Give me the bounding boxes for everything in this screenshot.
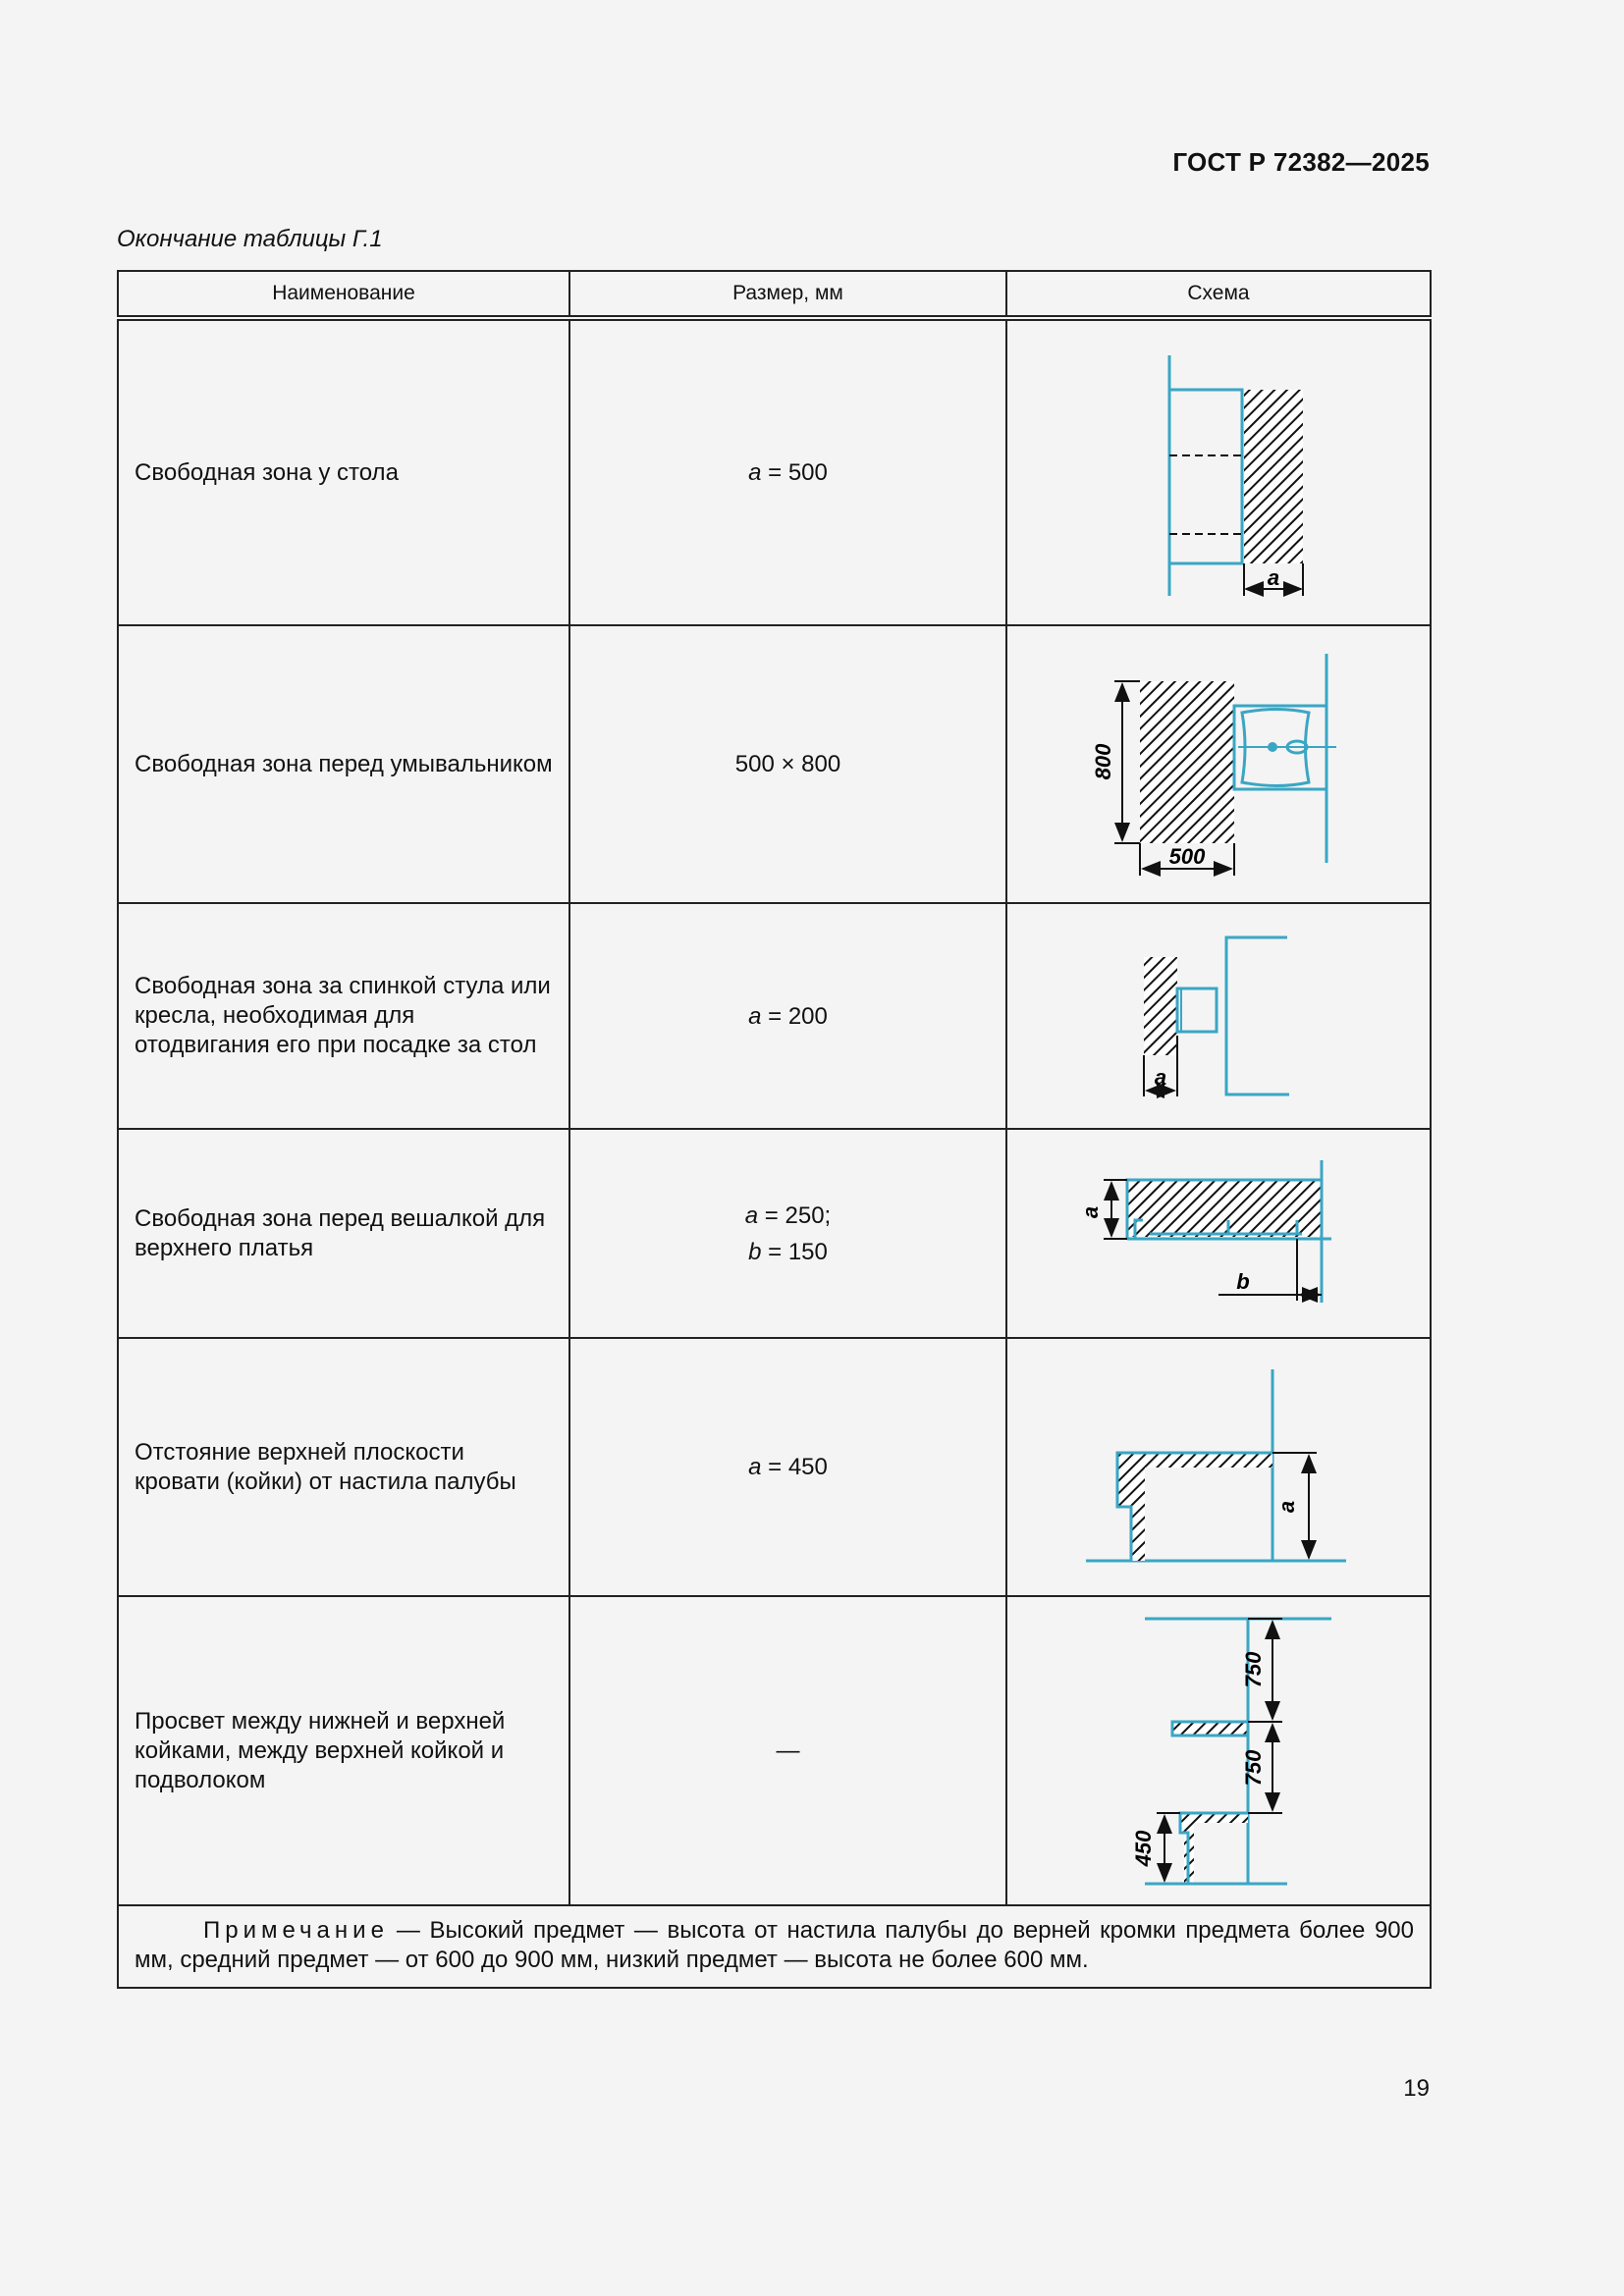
size-variable: a [744, 1201, 759, 1229]
note-text: — Высокий предмет — высота от настила палубы до верней кромки предмета более 900 мм, средний предмет — от 600 до 900 мм, низкий предмет — высота не более 600 мм. [135, 1917, 1414, 1973]
row-name: Свободная зона у стола [118, 318, 569, 625]
row-size: — [569, 1596, 1006, 1905]
bunk-clearance-diagram-icon [1106, 1609, 1331, 1894]
table-note [118, 1905, 1431, 1988]
row-scheme [1006, 625, 1431, 903]
document-standard-number: ГОСТ Р 72382—2025 [1172, 147, 1430, 177]
size-variable: a [748, 1002, 762, 1030]
row-scheme [1006, 903, 1431, 1129]
table-caption: Окончание таблицы Г.1 [117, 226, 383, 252]
size-line [570, 1234, 1005, 1270]
size-line [570, 1198, 1005, 1234]
row-scheme [1006, 318, 1431, 625]
page-number: 19 [1403, 2075, 1430, 2102]
size-value: = 450 [761, 1454, 828, 1480]
size-value: = 150 [761, 1238, 828, 1265]
size-value: = 200 [761, 1002, 828, 1030]
size-variable: a [748, 1454, 762, 1480]
table-free-zone-diagram-icon [1130, 346, 1307, 601]
column-header-scheme: Схема [1006, 271, 1431, 318]
dimensions-table [117, 270, 1432, 1989]
dimension-label: 750 [1241, 1749, 1266, 1786]
dimension-label: 800 [1091, 743, 1115, 779]
row-scheme [1006, 1338, 1431, 1596]
table-row [118, 1338, 1431, 1596]
note-label: Примечание [203, 1917, 389, 1944]
row-name: Свободная зона за спинкой стула или кресла, необходимая для отодвигания его при посадке за стол [118, 903, 569, 1129]
chair-back-zone-diagram-icon [1130, 928, 1307, 1104]
table-row [118, 318, 1431, 625]
row-scheme [1006, 1129, 1431, 1338]
washbasin-free-zone-diagram-icon [1091, 652, 1346, 878]
dimension-label: 750 [1241, 1651, 1266, 1687]
column-header-name: Наименование [118, 271, 569, 318]
size-variable: b [748, 1238, 762, 1265]
row-size [569, 318, 1006, 625]
row-size [569, 1129, 1006, 1338]
dimension-label: b [1236, 1268, 1250, 1294]
dimension-label: a [1274, 1500, 1299, 1513]
row-name: Свободная зона перед вешалкой для верхнего платья [118, 1129, 569, 1338]
size-value: = 500 [761, 459, 828, 486]
table-row [118, 1129, 1431, 1338]
table-row [118, 625, 1431, 903]
dimension-label: 450 [1131, 1830, 1156, 1866]
bed-height-diagram-icon [1076, 1360, 1361, 1575]
size-value: = 250; [758, 1201, 832, 1229]
column-header-size: Размер, мм [569, 271, 1006, 318]
table-header-row [118, 271, 1431, 318]
row-name: Свободная зона перед умывальником [118, 625, 569, 903]
table-row [118, 1596, 1431, 1905]
row-size [569, 903, 1006, 1129]
row-name: Просвет между нижней и верхней койками, между верхней койкой и подволоком [118, 1596, 569, 1905]
dimension-label: a [1078, 1205, 1103, 1218]
table-note-row [118, 1905, 1431, 1988]
row-size [569, 1338, 1006, 1596]
dimension-label: a [1154, 1065, 1167, 1090]
row-name: Отстояние верхней плоскости кровати (койки) от настила палубы [118, 1338, 569, 1596]
size-variable: a [748, 459, 762, 486]
dimension-label: 500 [1168, 843, 1206, 869]
dimension-label: a [1267, 564, 1280, 590]
row-size: 500 × 800 [569, 625, 1006, 903]
table-row [118, 903, 1431, 1129]
row-scheme [1006, 1596, 1431, 1905]
coat-hanger-zone-diagram-icon [1076, 1155, 1361, 1312]
